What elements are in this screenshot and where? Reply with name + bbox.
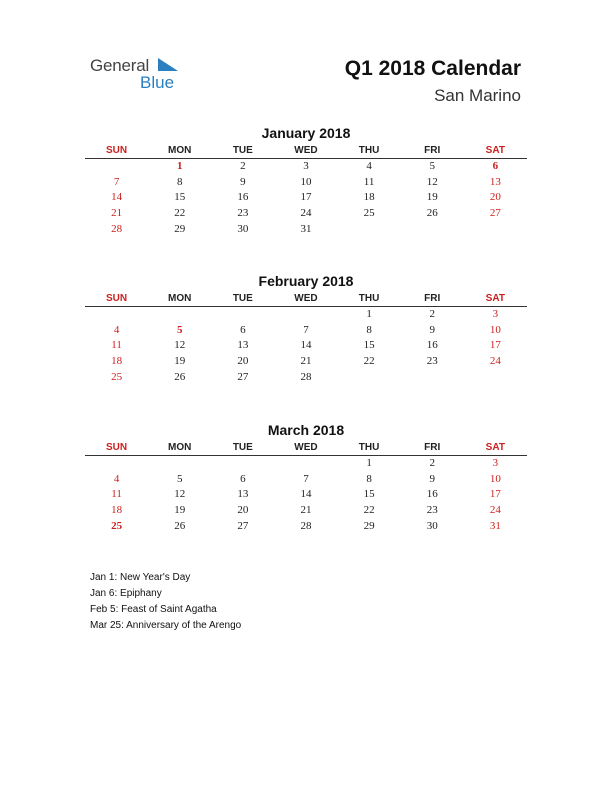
day-cell: 16 — [426, 488, 438, 501]
day-cell: 9 — [429, 472, 435, 485]
day-cell: 5 — [176, 323, 183, 336]
month-grid — [85, 456, 527, 534]
day-cell: 30 — [426, 519, 438, 532]
week-row — [85, 456, 527, 472]
day-cell: 16 — [237, 191, 249, 204]
day-cell: 21 — [300, 504, 312, 517]
empty-day-cell — [274, 307, 337, 323]
empty-day-cell — [338, 370, 401, 386]
day-cell: 17 — [489, 488, 501, 501]
day-cell: 4 — [366, 160, 372, 172]
logo-triangle-icon — [158, 58, 178, 71]
week-row — [85, 338, 527, 354]
day-cell: 10 — [489, 323, 501, 336]
week-row — [85, 370, 527, 386]
day-cell: 20 — [489, 191, 501, 204]
day-cell: 24 — [489, 355, 501, 368]
month-grid — [85, 159, 527, 237]
weekday-fri: FRI — [424, 145, 441, 156]
day-cell: 18 — [111, 355, 123, 368]
day-cell: 23 — [426, 504, 438, 517]
empty-day-cell — [211, 456, 274, 472]
weekday-thu: THU — [358, 442, 380, 453]
day-cell: 27 — [237, 370, 249, 383]
week-row — [85, 175, 527, 191]
day-cell: 13 — [237, 339, 249, 352]
empty-day-cell — [211, 307, 274, 323]
day-cell: 29 — [363, 519, 375, 532]
day-cell: 6 — [240, 472, 246, 485]
week-row — [85, 222, 527, 238]
weekday-wed: WED — [294, 293, 318, 304]
day-cell: 13 — [489, 175, 501, 188]
empty-day-cell — [338, 222, 401, 238]
weekday-wed: WED — [294, 442, 318, 453]
day-cell: 31 — [489, 519, 501, 532]
weekday-mon: MON — [168, 293, 192, 304]
weekday-wed: WED — [294, 145, 318, 156]
day-cell: 28 — [300, 519, 312, 532]
day-cell: 30 — [237, 222, 249, 235]
empty-day-cell — [401, 370, 464, 386]
empty-day-cell — [401, 222, 464, 238]
holiday-item: Mar 25: Anniversary of the Arengo — [90, 620, 242, 631]
day-cell: 14 — [300, 488, 312, 501]
month-january — [85, 123, 527, 237]
weekday-tue: TUE — [232, 293, 253, 304]
weekday-sat: SAT — [485, 145, 505, 156]
holiday-item: Jan 1: New Year's Day — [90, 572, 191, 583]
weekday-mon: MON — [168, 145, 192, 156]
day-cell: 26 — [174, 370, 186, 383]
weekday-header — [85, 440, 527, 456]
day-cell: 21 — [300, 355, 312, 368]
empty-day-cell — [85, 456, 148, 472]
day-cell: 12 — [426, 175, 438, 188]
day-cell: 4 — [113, 323, 120, 336]
day-cell: 4 — [113, 472, 120, 485]
day-cell: 17 — [489, 339, 501, 352]
day-cell: 26 — [426, 207, 438, 220]
empty-day-cell — [85, 307, 148, 323]
day-cell: 9 — [240, 175, 246, 188]
empty-day-cell — [464, 222, 527, 238]
day-cell: 3 — [492, 457, 499, 469]
weekday-mon: MON — [168, 442, 192, 453]
day-cell: 14 — [300, 339, 312, 352]
day-cell: 6 — [492, 160, 499, 172]
day-cell: 20 — [237, 504, 249, 517]
weekday-fri: FRI — [424, 442, 441, 453]
empty-day-cell — [148, 456, 211, 472]
day-cell: 12 — [174, 339, 186, 352]
day-cell: 1 — [366, 308, 372, 320]
day-cell: 31 — [300, 222, 312, 235]
day-cell: 1 — [366, 457, 372, 469]
day-cell: 23 — [426, 355, 438, 368]
day-cell: 8 — [176, 175, 183, 188]
weekday-fri: FRI — [424, 293, 441, 304]
week-row — [85, 354, 527, 370]
day-cell: 1 — [176, 160, 183, 172]
day-cell: 2 — [240, 160, 246, 172]
day-cell: 18 — [363, 191, 375, 204]
week-row — [85, 472, 527, 488]
day-cell: 19 — [174, 355, 186, 368]
month-title: January 2018 — [261, 125, 351, 141]
weekday-thu: THU — [358, 293, 380, 304]
holiday-list — [90, 570, 241, 634]
day-cell: 15 — [174, 191, 186, 204]
empty-day-cell — [85, 159, 148, 175]
day-cell: 22 — [363, 355, 375, 368]
day-cell: 13 — [237, 488, 249, 501]
day-cell: 28 — [111, 222, 123, 235]
day-cell: 26 — [174, 519, 186, 532]
holiday-item: Feb 5: Feast of Saint Agatha — [90, 604, 217, 615]
day-cell: 23 — [237, 207, 249, 220]
day-cell: 25 — [111, 519, 123, 532]
weekday-header — [85, 143, 527, 159]
weekday-tue: TUE — [232, 145, 253, 156]
day-cell: 3 — [303, 160, 309, 172]
day-cell: 24 — [300, 207, 312, 220]
day-cell: 9 — [429, 323, 435, 336]
day-cell: 15 — [363, 488, 375, 501]
weekday-sun: SUN — [106, 293, 128, 304]
day-cell: 18 — [111, 504, 123, 517]
month-grid — [85, 307, 527, 385]
generalblue-logo — [90, 56, 200, 96]
day-cell: 7 — [303, 472, 309, 485]
weekday-tue: TUE — [232, 442, 253, 453]
month-title: March 2018 — [267, 422, 345, 438]
day-cell: 11 — [363, 175, 375, 188]
weekday-sun: SUN — [106, 442, 128, 453]
week-row — [85, 487, 527, 503]
page-subtitle: San Marino — [434, 86, 521, 105]
week-row — [85, 307, 527, 323]
weekday-thu: THU — [358, 145, 380, 156]
week-row — [85, 519, 527, 535]
day-cell: 25 — [111, 370, 123, 383]
day-cell: 20 — [237, 355, 249, 368]
day-cell: 22 — [363, 504, 375, 517]
weekday-sun: SUN — [106, 145, 128, 156]
day-cell: 2 — [429, 457, 435, 469]
week-row — [85, 503, 527, 519]
week-row — [85, 159, 527, 175]
day-cell: 8 — [366, 472, 372, 485]
day-cell: 22 — [174, 207, 186, 220]
day-cell: 11 — [111, 488, 122, 501]
logo-text-blue: Blue — [140, 73, 175, 92]
day-cell: 2 — [429, 308, 435, 320]
day-cell: 5 — [176, 472, 183, 485]
day-cell: 3 — [492, 308, 499, 320]
month-march — [85, 420, 527, 534]
day-cell: 8 — [366, 323, 372, 336]
day-cell: 17 — [300, 191, 312, 204]
day-cell: 29 — [174, 222, 186, 235]
day-cell: 14 — [111, 191, 123, 204]
weekday-sat: SAT — [485, 442, 505, 453]
day-cell: 27 — [237, 519, 249, 532]
month-title: February 2018 — [258, 273, 354, 289]
day-cell: 12 — [174, 488, 186, 501]
day-cell: 19 — [426, 191, 438, 204]
day-cell: 10 — [300, 175, 312, 188]
empty-day-cell — [274, 456, 337, 472]
day-cell: 5 — [429, 160, 435, 172]
day-cell: 28 — [300, 370, 312, 383]
empty-day-cell — [464, 370, 527, 386]
day-cell: 19 — [174, 504, 186, 517]
day-cell: 25 — [363, 207, 375, 220]
empty-day-cell — [148, 307, 211, 323]
day-cell: 15 — [363, 339, 375, 352]
day-cell: 11 — [111, 339, 122, 352]
day-cell: 27 — [489, 207, 501, 220]
week-row — [85, 323, 527, 339]
weekday-sat: SAT — [485, 293, 505, 304]
logo-text-general: General — [90, 56, 150, 75]
month-february — [85, 271, 527, 385]
page-title: Q1 2018 Calendar — [344, 57, 521, 80]
day-cell: 16 — [426, 339, 438, 352]
day-cell: 7 — [303, 323, 309, 336]
day-cell: 6 — [240, 323, 246, 336]
day-cell: 7 — [113, 175, 120, 188]
day-cell: 24 — [489, 504, 501, 517]
holiday-item: Jan 6: Epiphany — [90, 588, 162, 599]
day-cell: 21 — [111, 207, 123, 220]
week-row — [85, 190, 527, 206]
day-cell: 10 — [489, 472, 501, 485]
week-row — [85, 206, 527, 222]
weekday-header — [85, 291, 527, 307]
